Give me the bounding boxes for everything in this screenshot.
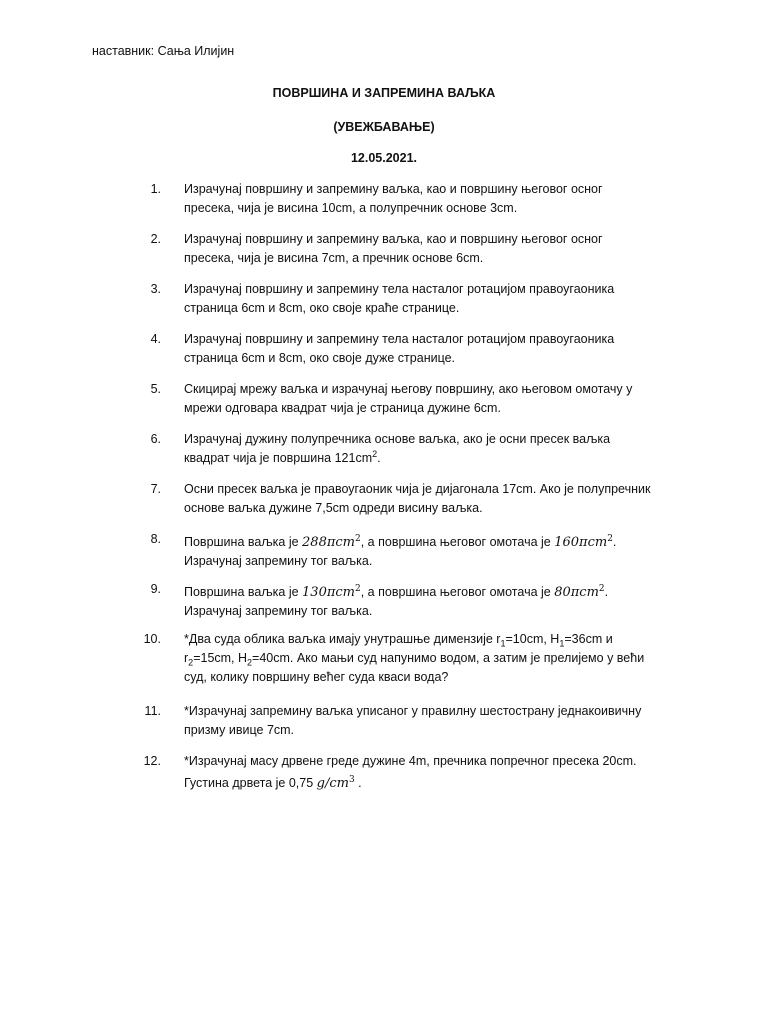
document-subtitle: (УВЕЖБАВАЊЕ): [333, 120, 435, 134]
problem-number: 11.: [144, 704, 161, 718]
problem-3: [0, 280, 768, 330]
exponent: 2: [598, 584, 605, 594]
subscript: 1: [500, 638, 506, 649]
problem-line: =10cm, H: [505, 632, 560, 646]
math-term: 130πcm: [302, 585, 355, 600]
problem-number: 9.: [150, 582, 161, 596]
punctuation: .: [377, 451, 381, 465]
problem-line: *Два суда облика ваљка имају унутрашње димензије r: [184, 632, 501, 646]
problem-text: [184, 230, 676, 268]
math-expression: [317, 776, 355, 791]
problem-line: пресека, чија је висина 10cm, а полупречник основе 3cm.: [184, 201, 518, 215]
problem-line: Израчунај површину и запремину тела насталог ротацијом правоугаоника: [184, 282, 615, 296]
subscript: 1: [559, 638, 565, 649]
problem-line: Израчунај површину и запремину тела насталог ротацијом правоугаоника: [184, 332, 615, 346]
problem-number: 10.: [143, 632, 161, 646]
problem-line: призму ивице 7cm.: [184, 723, 295, 737]
problem-8: [0, 530, 768, 580]
exponent: 2: [372, 448, 378, 459]
problem-text: [184, 580, 676, 621]
problem-line: квадрат чија је површина 121cm: [184, 451, 373, 465]
problem-line: Израчунај запремину тог ваљка.: [184, 604, 373, 618]
problem-number: 2.: [150, 232, 161, 246]
problem-line: *Израчунај запремину ваљка уписаног у правилну шестострану једнакоивичну: [184, 704, 642, 718]
problem-line: Површина ваљка је: [184, 585, 303, 599]
problem-line: суд, колику површину већег суда кваси вода?: [184, 670, 449, 684]
problem-line: страница 6cm и 8cm, око своје дуже странице.: [184, 351, 456, 365]
problem-line: Осни пресек ваљка је правоугаоник чија је дијагонала 17cm. Ако је полупречник: [184, 482, 651, 496]
punctuation: .: [612, 535, 617, 549]
problem-number: 7.: [150, 482, 161, 496]
problem-10: [0, 630, 768, 702]
math-term: 160πcm: [554, 535, 608, 550]
math-expression: [554, 585, 604, 600]
problem-line: пресека, чија је висина 7cm, а пречник основе 6cm.: [184, 251, 484, 265]
document-title: ПОВРШИНА И ЗАПРЕМИНА ВАЉКА: [272, 86, 496, 100]
problem-text: [184, 630, 676, 687]
problem-line: =15cm, H: [193, 651, 248, 665]
math-expression: [554, 535, 613, 550]
exponent: 2: [607, 534, 613, 544]
math-term: g/cm: [316, 776, 349, 791]
problem-1: [0, 180, 768, 230]
math-term: 80πcm: [554, 585, 599, 600]
problem-line: мрежи одговара квадрат чија је страница дужине 6cm.: [184, 401, 501, 415]
problem-line: основе ваљка дужине 7,5cm одреди висину ваљка.: [184, 501, 483, 515]
problem-text: [184, 380, 676, 418]
problem-2: [0, 230, 768, 280]
punctuation: .: [354, 776, 362, 790]
math-expression: [302, 535, 361, 550]
problem-line: *Израчунај масу дрвене греде дужине 4m, пречника попречног пресека 20cm.: [184, 754, 637, 768]
problem-6: [0, 430, 768, 480]
problem-text: [184, 530, 676, 571]
problem-number: 6.: [150, 432, 161, 446]
problem-line: Израчунај површину и запремину ваљка, као и површину његовог осног: [184, 232, 603, 246]
document-date: 12.05.2021.: [350, 151, 418, 165]
problem-list: [0, 180, 768, 802]
problem-text: [184, 430, 676, 468]
problem-text: [184, 280, 676, 318]
problem-line: =36cm и: [564, 632, 613, 646]
math-term: 288πcm: [302, 535, 355, 550]
problem-line: Израчунај дужину полупречника основе ваљка, ако је осни пресек ваљка: [184, 432, 611, 446]
problem-text: [184, 330, 676, 368]
problem-line: , а површина његовог омотача је: [360, 585, 555, 599]
problem-number: 5.: [150, 382, 161, 396]
problem-number: 4.: [150, 332, 161, 346]
problem-line: r: [184, 651, 189, 665]
problem-5: [0, 380, 768, 430]
exponent: 2: [355, 534, 361, 544]
problem-line: Израчунај запремину тог ваљка.: [184, 554, 373, 568]
problem-line: =40cm. Ако мањи суд напунимо водом, а затим је прелијемо у већи: [252, 651, 645, 665]
problem-number: 12.: [143, 754, 161, 768]
exponent: 2: [355, 584, 361, 594]
problem-text: [184, 752, 676, 793]
problem-text: [184, 180, 676, 218]
problem-text: [184, 702, 676, 740]
problem-4: [0, 330, 768, 380]
problem-line: Израчунај површину и запремину ваљка, као и површину његовог осног: [184, 182, 603, 196]
problem-number: 3.: [150, 282, 161, 296]
exponent: 3: [348, 775, 355, 785]
problem-line: Скицирај мрежу ваљка и израчунај његову површину, ако његовом омотачу у: [184, 382, 633, 396]
problem-line: Густина дрвета је 0,75: [184, 776, 317, 790]
problem-line: , а површина његовог омотача је: [360, 535, 555, 549]
problem-number: 1.: [150, 182, 161, 196]
problem-7: [0, 480, 768, 530]
teacher-name: наставник: Сања Илијин: [92, 44, 235, 58]
problem-12: [0, 752, 768, 802]
problem-9: [0, 580, 768, 630]
problem-number: 8.: [150, 532, 161, 546]
problem-text: [184, 480, 676, 518]
problem-line: страница 6cm и 8cm, око своје краће странице.: [184, 301, 460, 315]
problem-line: Површина ваљка је: [184, 535, 303, 549]
punctuation: .: [604, 585, 609, 599]
math-expression: [302, 585, 361, 600]
subscript: 2: [188, 657, 194, 668]
problem-11: [0, 702, 768, 752]
subscript: 2: [247, 657, 253, 668]
